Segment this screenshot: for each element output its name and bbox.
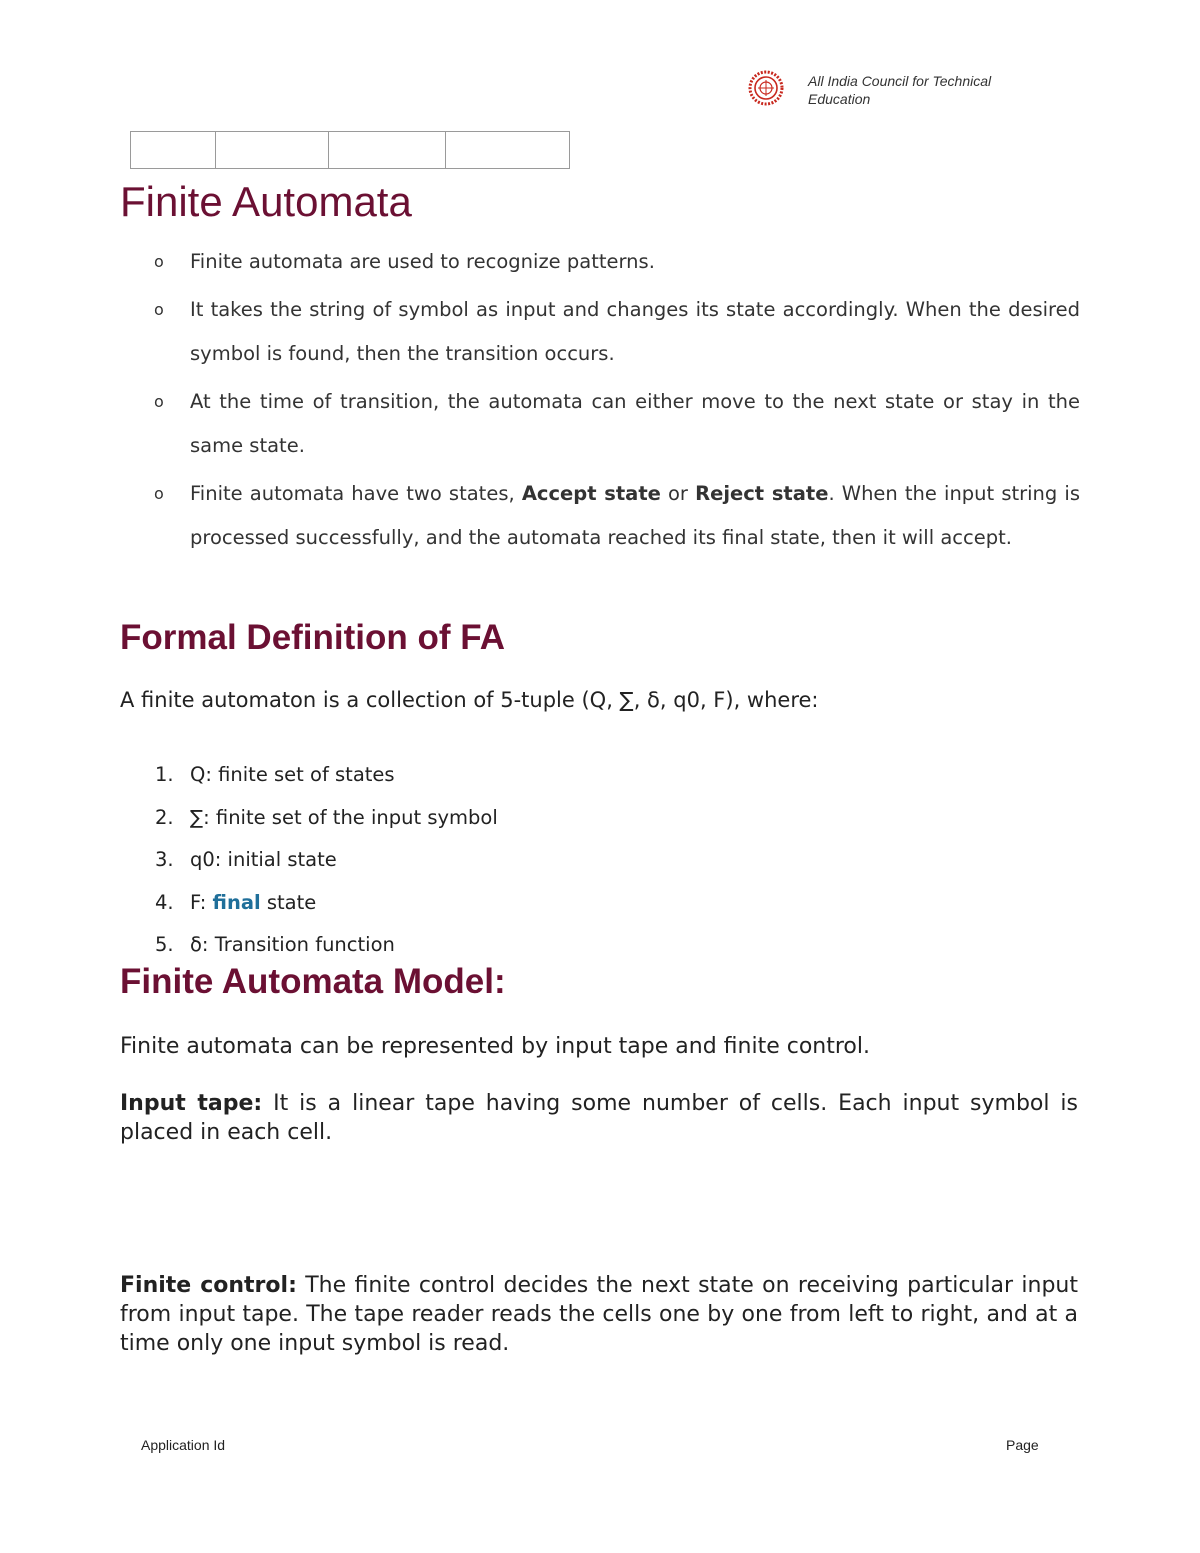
item-number: 3. xyxy=(155,848,174,871)
bullet-list xyxy=(150,240,1080,564)
list-item xyxy=(150,888,498,931)
bullet-text-mid: or xyxy=(660,482,696,505)
item-text: δ: Transition function xyxy=(190,933,395,956)
item-text-pre: F: xyxy=(190,890,213,914)
model-intro: Finite automata can be represented by input tape and finite control. xyxy=(120,1034,870,1059)
formal-definition-intro: A finite automaton is a collection of 5-tuple (Q, ∑, δ, q0, F), where: xyxy=(120,688,819,712)
finite-control-paragraph xyxy=(120,1271,1078,1358)
formal-definition-heading: Formal Definition of FA xyxy=(120,618,505,657)
empty-cell xyxy=(329,132,445,168)
list-item xyxy=(150,803,498,846)
bullet-text-post: . When the input string is processed successfully, and the automata reached its final state, then it will accept. xyxy=(190,482,1080,549)
input-tape-label: Input tape: xyxy=(120,1091,263,1116)
page-header xyxy=(748,68,1028,112)
list-item xyxy=(150,472,1080,560)
footer-page: Page xyxy=(1006,1437,1039,1453)
bullet-text: It takes the string of symbol as input and changes its state accordingly. When the desired symbol is found, then the transition occurs. xyxy=(190,298,1080,365)
reject-state-term: Reject state xyxy=(695,482,829,505)
bullet-text: At the time of transition, the automata can either move to the next state or stay in the same state. xyxy=(190,390,1080,457)
empty-cell-row xyxy=(130,131,570,169)
item-number: 1. xyxy=(155,763,174,786)
final-link[interactable]: final xyxy=(212,890,261,914)
list-item xyxy=(150,845,498,888)
accept-state-term: Accept state xyxy=(521,482,661,505)
bullet-marker: o xyxy=(154,392,164,411)
input-tape-text: It is a linear tape having some number of cells. Each input symbol is placed in each cell. xyxy=(120,1091,1078,1145)
model-heading: Finite Automata Model: xyxy=(120,962,506,1001)
list-item xyxy=(150,380,1080,468)
page-title: Finite Automata xyxy=(120,178,412,225)
empty-cell xyxy=(446,132,569,168)
item-text: ∑: finite set of the input symbol xyxy=(190,805,498,829)
org-name-line2: Education xyxy=(808,91,871,107)
item-number: 5. xyxy=(155,933,174,956)
empty-cell xyxy=(216,132,329,168)
item-text: Q: finite set of states xyxy=(190,763,395,786)
finite-control-text: The finite control decides the next state on receiving particular input from input tape. The tape reader reads the cells one by one from left to right, and at a time only one input symbol is read. xyxy=(120,1273,1078,1356)
organization-name xyxy=(808,72,991,108)
bullet-marker: o xyxy=(154,252,164,271)
list-item xyxy=(150,240,1080,284)
tuple-list xyxy=(150,760,498,973)
empty-cell xyxy=(131,132,216,168)
org-name-line1: All India Council for Technical xyxy=(808,73,992,89)
bullet-text: Finite automata are used to recognize patterns. xyxy=(190,250,655,273)
list-item xyxy=(150,288,1080,376)
bullet-marker: o xyxy=(154,484,164,503)
item-text-post: state xyxy=(260,890,317,914)
item-text: q0: initial state xyxy=(190,848,337,871)
bullet-marker: o xyxy=(154,300,164,319)
list-item xyxy=(150,760,498,803)
item-number: 2. xyxy=(155,805,174,829)
bullet-text-pre: Finite automata have two states, xyxy=(190,482,522,505)
footer-application-id: Application Id xyxy=(141,1437,226,1453)
input-tape-paragraph xyxy=(120,1089,1078,1147)
item-number: 4. xyxy=(155,890,174,914)
finite-control-label: Finite control: xyxy=(120,1273,297,1298)
aicte-seal-icon xyxy=(748,70,784,106)
